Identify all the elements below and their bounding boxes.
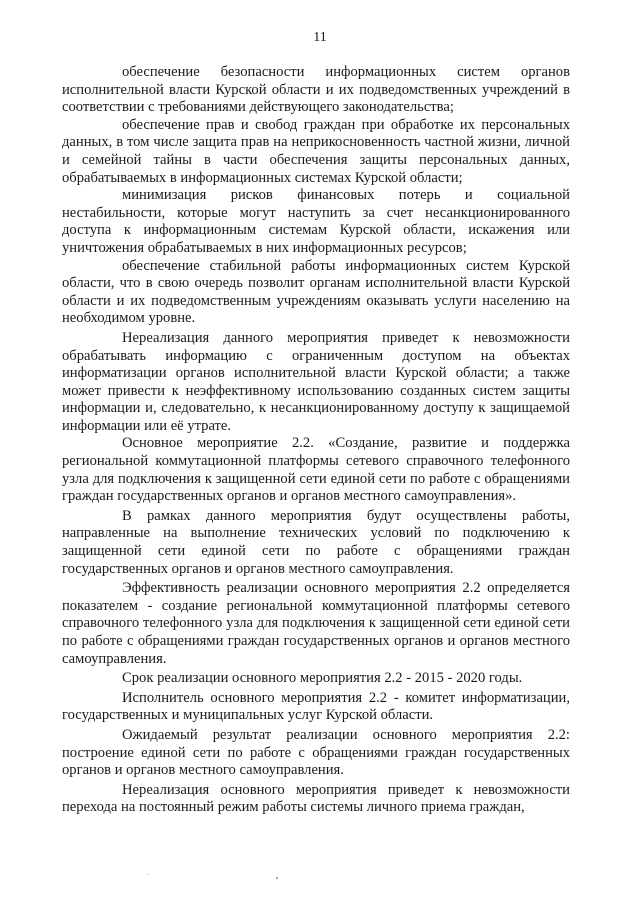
paragraph: В рамках данного мероприятия будут осуществлены работы, направленные на выполнение технических условий по подключению к защищенной сети единой сети по работе с обращениями граждан государственных органов и органов местного самоуправления.: [62, 507, 570, 577]
paragraph: Исполнитель основного мероприятия 2.2 - комитет информатизации, государственных и муниципальных услуг Курской области.: [62, 689, 570, 724]
paragraph: обеспечение стабильной работы информационных систем Курской области, что в свою очередь позволит органам исполнительной власти Курской области и их подведомственным учреждениям оказывать услуги населению на необходимом уровне.: [62, 257, 570, 327]
paragraph: Эффективность реализации основного мероприятия 2.2 определяется показателем - создание региональной коммутационной платформы сетевого справочного телефонного узла для подключения к защищенной сети единой сети по работе с обращениями граждан государственных органов и органов местного самоуправления.: [62, 580, 570, 667]
scan-speck: [276, 877, 278, 879]
paragraph: Основное мероприятие 2.2. «Создание, развитие и поддержка региональной коммутационной платформы сетевого справочного телефонного узла для подключения к защищенной сети единой сети по работе с обращениями граждан государственных органов и органов местного самоуправления».: [62, 435, 570, 505]
scan-speck: [148, 874, 149, 875]
paragraph: обеспечение прав и свобод граждан при обработке их персональных данных, в том числе защита прав на неприкосновенность частной жизни, личной и семейной тайны в части обеспечения защиты персональных данных, обрабатываемых в информационных системах Курской области;: [62, 116, 570, 186]
paragraph: Нереализация данного мероприятия приведет к невозможности обрабатывать информацию с ограниченным доступом на объектах информатизации органов исполнительной власти Курской области; а также может привести к неэффективному использованию созданных систем защиты информации и, следовательно, к несанкционированному доступу к защищаемой информации или её утрате.: [62, 329, 570, 434]
document-body: [62, 64, 570, 817]
paragraph: Ожидаемый результат реализации основного мероприятия 2.2: построение единой сети по работе с обращениями граждан государственных органов и органов местного самоуправления.: [62, 726, 570, 779]
page-number: 11: [313, 30, 327, 45]
paragraph: обеспечение безопасности информационных систем органов исполнительной власти Курской области и их подведомственных учреждений в соответствии с требованиями действующего законодательства;: [62, 64, 570, 116]
paragraph: минимизация рисков финансовых потерь и социальной нестабильности, которые могут наступить за счет несанкционированного доступа к информационным системам Курской области, искажения или уничтожения обрабатываемых в них информационных ресурсов;: [62, 187, 570, 256]
paragraph: Срок реализации основного мероприятия 2.2 - 2015 - 2020 годы.: [122, 670, 523, 687]
paragraph: Нереализация основного мероприятия приведет к невозможности перехода на постоянный режим работы системы личного приема граждан,: [62, 781, 570, 816]
